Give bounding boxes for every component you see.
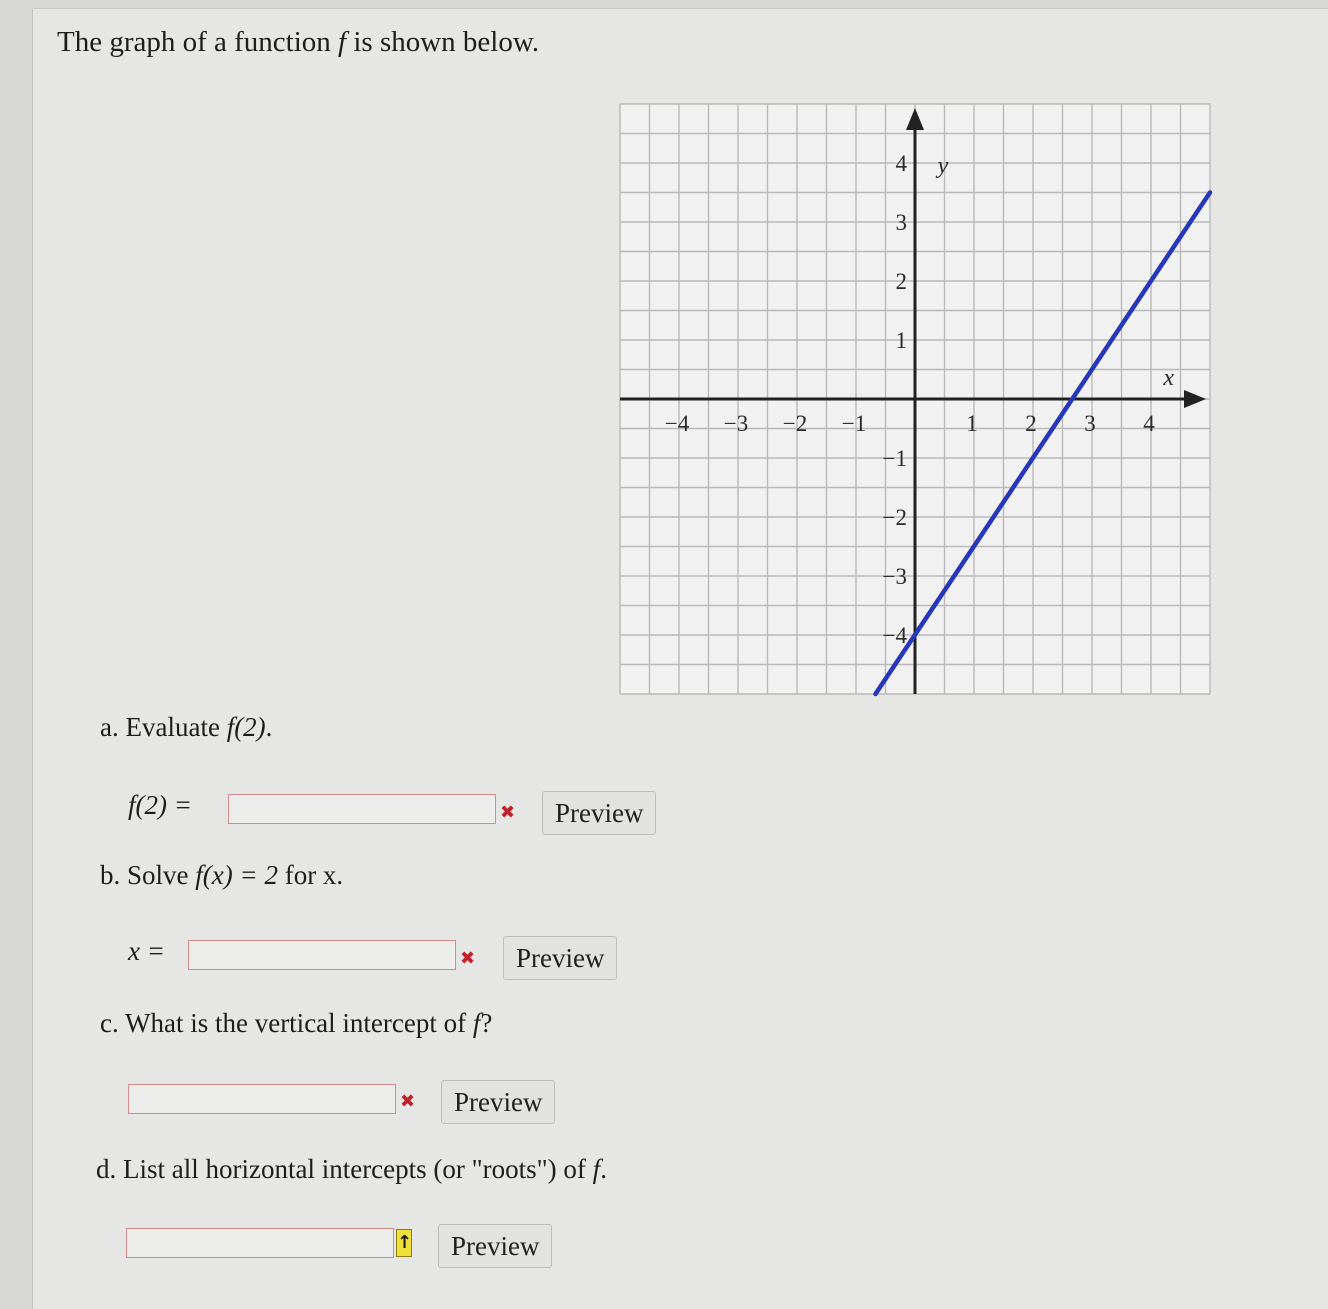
answer-c-input[interactable] (128, 1084, 396, 1114)
answer-b-incorrect-icon: ✖ (460, 948, 476, 969)
question-d-text-end: . (600, 1154, 607, 1184)
intro-text: The graph of a function (57, 26, 339, 58)
y-tick-label: −1 (882, 446, 907, 471)
question-b (100, 860, 343, 891)
y-tick-label: −2 (882, 505, 907, 530)
x-tick-label: −1 (841, 411, 867, 436)
question-b-math: f(x) = 2 (195, 860, 278, 890)
preview-b-button[interactable]: Preview (503, 936, 617, 980)
problem-intro (57, 26, 539, 59)
question-b-text-end: for x. (277, 860, 344, 890)
y-tick-label: −4 (882, 623, 907, 648)
answer-d-input[interactable] (126, 1228, 394, 1258)
x-tick-label: −4 (664, 411, 690, 436)
question-a-text: a. Evaluate (100, 712, 227, 742)
question-a-text-end: . (265, 712, 273, 742)
y-axis-label: y (937, 153, 949, 179)
x-tick-label: 3 (1084, 411, 1096, 436)
preview-d-button[interactable]: Preview (438, 1224, 552, 1268)
x-tick-label: 2 (1025, 411, 1037, 436)
question-d-math: f (592, 1154, 601, 1184)
question-c (100, 1008, 492, 1039)
intro-text-end: is shown below. (346, 26, 540, 58)
question-c-text: c. What is the vertical intercept of (100, 1008, 473, 1038)
question-d-text: d. List all horizontal intercepts (or "roots") of (96, 1154, 593, 1184)
question-c-text-end: ? (480, 1008, 493, 1038)
answer-a-label: f(2) = (128, 790, 192, 820)
x-tick-label: −3 (723, 411, 749, 436)
answer-a-input[interactable] (228, 794, 496, 824)
x-tick-label: 4 (1143, 411, 1155, 436)
answer-b-input[interactable] (188, 940, 456, 970)
intro-function-symbol: f (338, 26, 347, 58)
y-tick-label: 1 (895, 328, 907, 353)
answer-c-incorrect-icon: ✖ (400, 1091, 416, 1112)
answer-a-incorrect-icon: ✖ (500, 802, 516, 823)
preview-a-button[interactable]: Preview (542, 791, 656, 835)
x-tick-label: 1 (966, 411, 978, 436)
question-b-text: b. Solve (100, 860, 196, 890)
x-tick-label: −2 (782, 411, 808, 436)
question-d (96, 1154, 607, 1185)
question-a-math: f(2) (226, 712, 266, 742)
y-tick-label: 4 (895, 151, 907, 176)
preview-c-button[interactable]: Preview (441, 1080, 555, 1124)
answer-b-label: x = (128, 936, 165, 966)
question-c-math: f (472, 1008, 481, 1038)
y-tick-label: 3 (895, 210, 907, 235)
y-tick-label: 2 (895, 269, 907, 294)
x-axis-label: x (1163, 365, 1175, 391)
function-graph (608, 98, 1224, 703)
question-a (100, 712, 272, 743)
answer-d-warning-icon: ↑ (396, 1229, 412, 1257)
y-tick-label: −3 (882, 564, 907, 589)
